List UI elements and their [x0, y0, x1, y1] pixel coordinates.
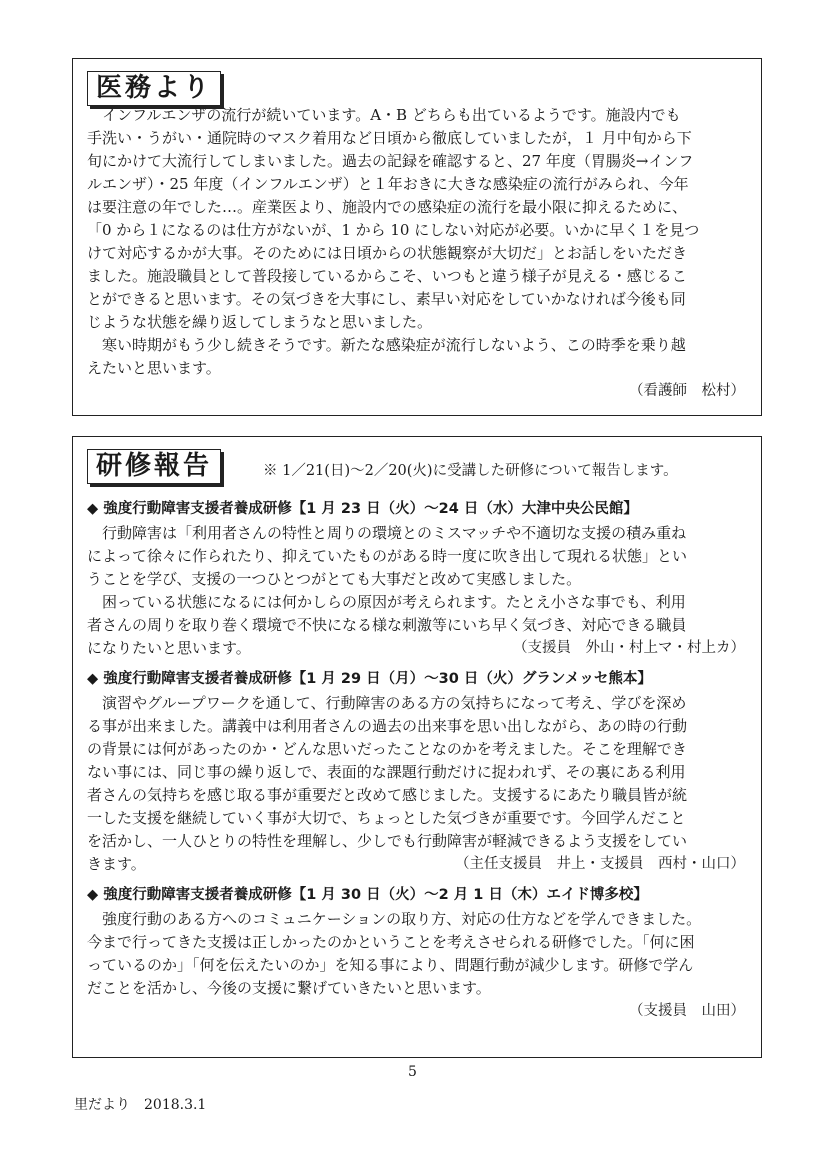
text-line: になりたいと思います。: [87, 639, 251, 657]
medical-signature: （看護師 松村）: [629, 383, 745, 399]
text-line: 強度行動のある方へのコミュニケーションの取り方、対応の仕方などを学んできました。: [87, 910, 702, 928]
training-heading-3: ◆ 強度行動障害支援者養成研修【1 月 30 日（火）～2 月 1 日（木）エイド博多校】: [87, 887, 648, 903]
training-signature-2: （主任支援員 井上・支援員 西村・山口）: [455, 856, 745, 872]
text-line: 今まで行ってきた支援は正しかったのかということを考えさせられる研修でした。「何に困: [87, 933, 695, 951]
training-signature-3: （支援員 山田）: [629, 1003, 745, 1019]
text-line: 演習やグループワークを通して、行動障害のある方の気持ちになって考え、学びを深め: [87, 694, 687, 712]
page-number: 5: [408, 1064, 417, 1080]
text-line: は要注意の年でした…。産業医より、施設内での感染症の流行を最小限に抑えるために、: [87, 198, 688, 216]
text-line: じような状態を繰り返してしまうなと思いました。: [87, 313, 433, 331]
training-section: [72, 436, 762, 1058]
text-line: ない事には、同じ事の繰り返しで、表面的な課題行動だけに捉われず、その裏にある利用: [87, 763, 686, 781]
text-line: の背景には何があったのか・どんな思いだったことなのかを考えました。そこを理解でき: [87, 740, 687, 758]
text-line: 寒い時期がもう少し続きそうです。新たな感染症が流行しないよう、この時季を乗り越: [87, 336, 686, 354]
text-line: 行動障害は「利用者さんの特性と周りの環境とのミスマッチや不適切な支援の積み重ね: [87, 524, 687, 542]
training-title: 研修報告: [87, 449, 221, 484]
text-line: 「0 から１になるのは仕方がないが、1 から 10 にしない対応が必要。いかに早く１を見つ: [87, 221, 700, 239]
text-line: る事が出来ました。講義中は利用者さんの過去の出来事を思い出しながら、あの時の行動: [87, 717, 688, 735]
text-line: を活かし、一人ひとりの特性を理解し、少しでも行動障害が軽減できるよう支援をしてい: [87, 832, 688, 850]
text-line: ました。施設職員として普段接しているからこそ、いつもと違う様子が見える・感じるこ: [87, 267, 687, 285]
text-line: っているのか」「何を伝えたいのか」を知る事により、問題行動が減少します。研修で学ん: [87, 956, 694, 974]
training-note: ※ 1／21(日)～2／20(火)に受講した研修について報告します。: [263, 463, 678, 479]
text-line: とができると思います。その気づきを大事にし、素早い対応をしていかなければ今後も同: [87, 290, 686, 308]
training-heading-2: ◆ 強度行動障害支援者養成研修【1 月 29 日（月）～30 日（火）グランメッセ熊本】: [87, 671, 652, 687]
medical-title: 医務より: [87, 71, 221, 106]
text-line: ルエンザ）・25 年度（インフルエンザ）と１年おきに大きな感染症の流行がみられ、今年: [87, 175, 689, 193]
text-line: だことを活かし、今後の支援に繋げていきたいと思います。: [87, 979, 491, 997]
footer-text: 里だより 2018.3.1: [74, 1097, 207, 1113]
training-heading-1: ◆ 強度行動障害支援者養成研修【1 月 23 日（火）～24 日（水）大津中央公民館】: [87, 501, 638, 517]
medical-section: [72, 58, 762, 416]
text-line: インフルエンザの流行が続いています。A・B どちらも出ているようです。施設内でも: [87, 106, 681, 124]
text-line: 困っている状態になるには何かしらの原因が考えられます。たとえ小さな事でも、利用: [87, 593, 686, 611]
text-line: 手洗い・うがい・通院時のマスク着用など日頃から徹底していましたが，１ 月中旬から下: [87, 129, 692, 147]
text-line: きます。: [87, 855, 146, 873]
text-line: けて対応するかが大事。そのためには日頃からの状態観察が大切だ」とお話しをいただき: [87, 244, 688, 262]
text-line: うことを学び、支援の一つひとつがとても大事だと改めて実感しました。: [87, 570, 582, 588]
text-line: によって徐々に作られたり、抑えていたものがある時一度に吹き出して現れる状態」とい: [87, 547, 688, 565]
training-signature-1: （支援員 外山・村上マ・村上カ）: [513, 640, 745, 656]
text-line: えたいと思います。: [87, 359, 221, 377]
text-line: 旬にかけて大流行してしまいました。過去の記録を確認すると、27 年度（胃腸炎→インフ: [87, 152, 694, 170]
text-line: 者さんの気持ちを感じ取る事が重要だと改めて感じました。支援するにあたり職員皆が統: [87, 786, 688, 804]
text-line: 者さんの周りを取り巻く環境で不快になる様な刺激等にいち早く気づき、対応できる職員: [87, 616, 687, 634]
text-line: 一した支援を継続していく事が大切で、ちょっとした気づきが重要です。今回学んだこと: [87, 809, 686, 827]
